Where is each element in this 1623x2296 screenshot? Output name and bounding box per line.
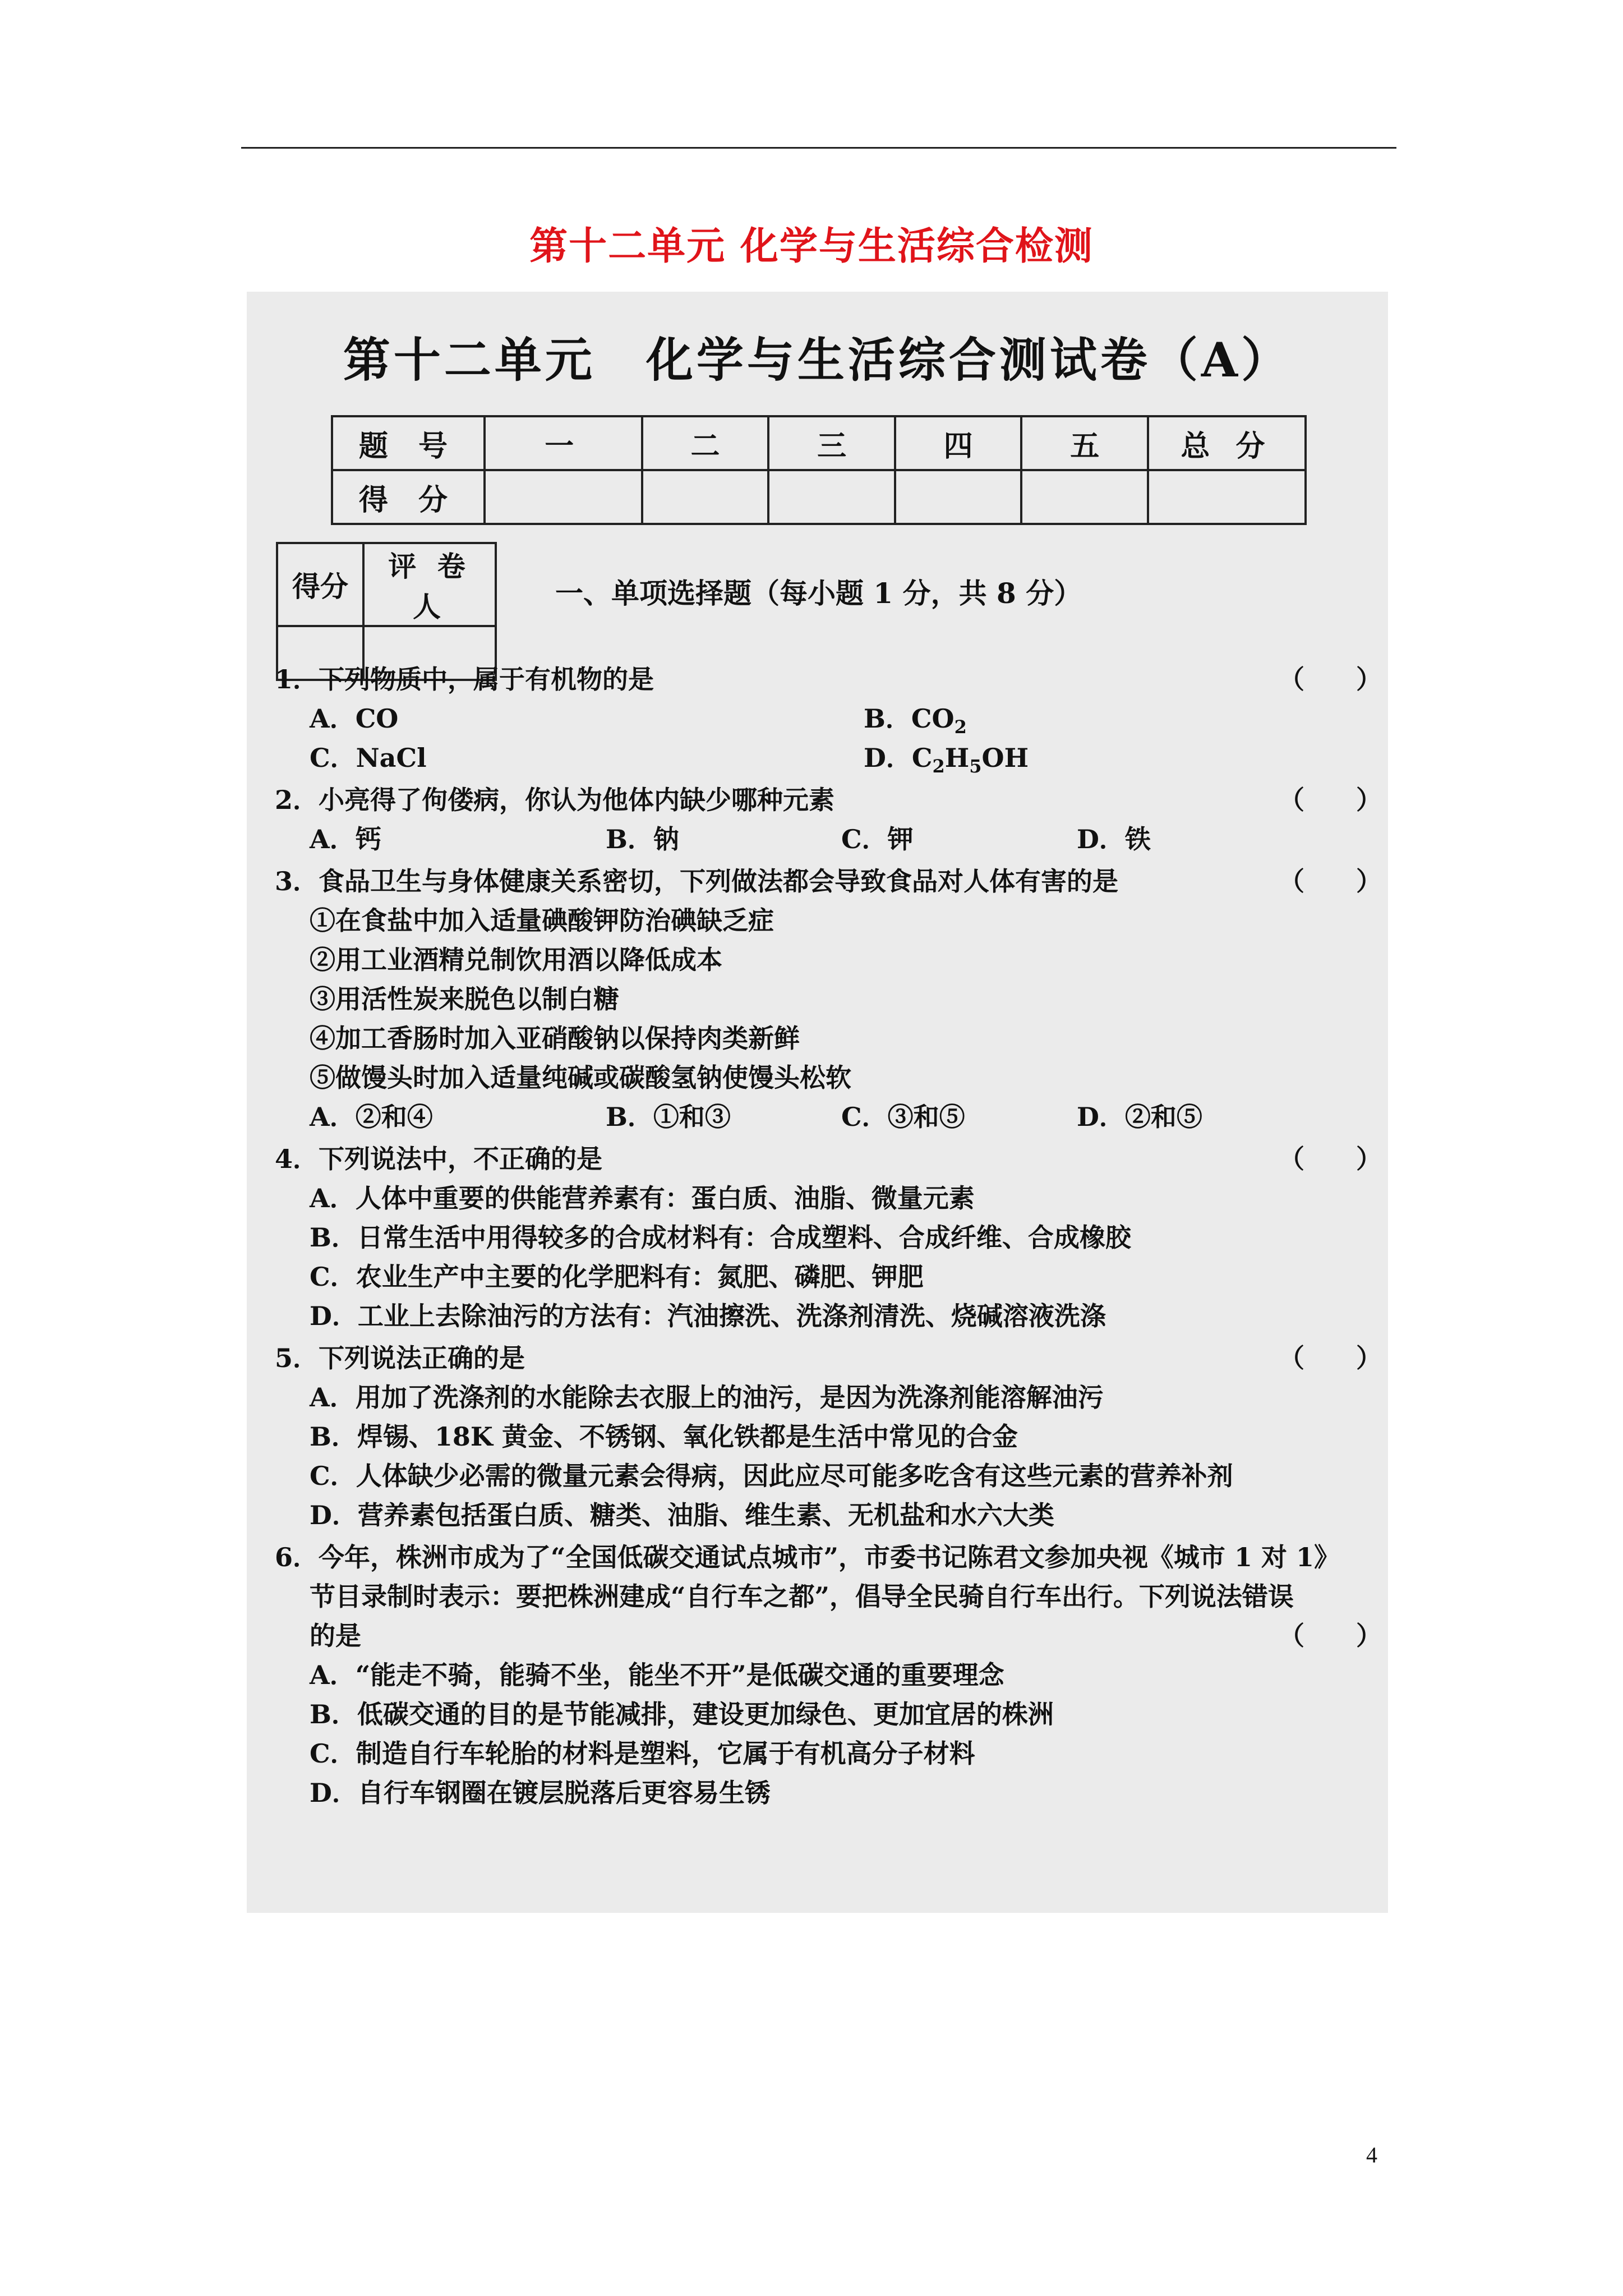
option-a: A．人体中重要的供能营养素有：蛋白质、油脂、微量元素	[310, 1183, 975, 1213]
statement-item: ④加工香肠时加入亚硝酸钠以保持肉类新鲜	[310, 1023, 800, 1053]
option-b: B．$CO_2$	[864, 703, 967, 738]
answer-paren[interactable]: （ ）	[1279, 1343, 1382, 1373]
page-number: 4	[1366, 2142, 1377, 2168]
score-cell: 总 分	[1148, 416, 1306, 470]
score-cell: 五	[1021, 416, 1148, 470]
option-c: C．农业生产中主要的化学肥料有：氮肥、磷肥、钾肥	[310, 1262, 924, 1292]
option-d: D．$C_2H_5OH$	[864, 743, 1029, 777]
option-c: C．③和⑤	[841, 1102, 965, 1132]
section-heading: 一、单项选择题（每小题 1 分，共 8 分）	[555, 577, 1082, 610]
option-b: B．①和③	[606, 1102, 731, 1132]
answer-paren[interactable]: （ ）	[1279, 785, 1382, 815]
statement-item: ②用工业酒精兑制饮用酒以降低成本	[310, 945, 722, 975]
option-a: A．用加了洗涤剂的水能除去衣服上的油污，是因为洗涤剂能溶解油污	[310, 1382, 1104, 1412]
question-6-stem-cont: 节目录制时表示：要把株洲建成“自行车之都”，倡导全民骑自行车出行。下列说法错误	[310, 1581, 1294, 1612]
answer-paren[interactable]: （ ）	[1279, 664, 1382, 694]
page-title: 第十二单元 化学与生活综合检测	[529, 224, 1094, 269]
score-table	[331, 415, 1307, 525]
option-b: B．低碳交通的目的是节能减排，建设更加绿色、更加宜居的株洲	[310, 1699, 1054, 1729]
score-blank[interactable]	[642, 470, 769, 524]
score-blank[interactable]	[895, 470, 1022, 524]
score-cell: 四	[895, 416, 1022, 470]
score-blank[interactable]	[485, 470, 642, 524]
scanned-exam	[247, 292, 1388, 1913]
option-d: D．营养素包括蛋白质、糖类、油脂、维生素、无机盐和水六大类	[310, 1500, 1054, 1530]
question-2-stem: 2．小亮得了佝偻病，你认为他体内缺少哪种元素	[275, 785, 835, 815]
option-d: D．铁	[1077, 824, 1151, 854]
question-6-stem-cont: 的是	[310, 1621, 361, 1651]
answer-paren[interactable]: （ ）	[1279, 1621, 1382, 1651]
answer-paren[interactable]: （ ）	[1279, 866, 1382, 896]
option-c: C．钾	[841, 824, 914, 854]
answer-paren[interactable]: （ ）	[1279, 1144, 1382, 1174]
statement-item: ⑤做馒头时加入适量纯碱或碳酸氢钠使馒头松软	[310, 1062, 851, 1093]
score-cell: 一	[485, 416, 642, 470]
score-cell: 二	[642, 416, 769, 470]
score-table-header-row	[332, 416, 1306, 470]
statement-item: ③用活性炭来脱色以制白糖	[310, 984, 619, 1014]
option-a: A．钙	[310, 824, 381, 854]
option-c: C．人体缺少必需的微量元素会得病，因此应尽可能多吃含有这些元素的营养补剂	[310, 1461, 1233, 1491]
question-1-stem: 1．下列物质中，属于有机物的是	[275, 664, 654, 694]
option-d: D．工业上去除油污的方法有：汽油擦洗、洗涤剂清洗、烧碱溶液洗涤	[310, 1301, 1106, 1331]
option-d: D．②和⑤	[1077, 1102, 1202, 1132]
question-4-stem: 4．下列说法中，不正确的是	[275, 1144, 603, 1174]
grader-cell: 评 卷 人	[363, 543, 496, 626]
option-b: B．日常生活中用得较多的合成材料有：合成塑料、合成纤维、合成橡胶	[310, 1222, 1131, 1253]
score-cell: 题 号	[332, 416, 485, 470]
option-d: D．自行车钢圈在镀层脱落后更容易生锈	[310, 1778, 771, 1808]
score-blank[interactable]	[1148, 470, 1306, 524]
score-table-score-row	[332, 470, 1306, 524]
option-b: B．焊锡、18K 黄金、不锈钢、氧化铁都是生活中常见的合金	[310, 1421, 1018, 1452]
question-3-stem: 3．食品卫生与身体健康关系密切，下列做法都会导致食品对人体有害的是	[275, 866, 1119, 896]
score-cell: 三	[768, 416, 895, 470]
score-blank[interactable]	[1021, 470, 1148, 524]
score-blank[interactable]	[768, 470, 895, 524]
option-c: C．NaCl	[310, 743, 427, 773]
header-rule	[241, 147, 1396, 149]
grader-cell: 得分	[277, 543, 363, 626]
question-5-stem: 5．下列说法正确的是	[275, 1343, 525, 1373]
score-cell: 得 分	[332, 470, 485, 524]
statement-item: ①在食盐中加入适量碘酸钾防治碘缺乏症	[310, 905, 774, 936]
question-6-stem: 6．今年，株洲市成为了“全国低碳交通试点城市”，市委书记陈君文参加央视《城市 1 对 1》	[275, 1542, 1340, 1572]
option-a: A．CO	[310, 703, 399, 734]
exam-title: 第十二单元 化学与生活综合测试卷（A）	[343, 332, 1292, 388]
option-a: A．“能走不骑，能骑不坐，能坐不开”是低碳交通的重要理念	[310, 1660, 1004, 1690]
option-b: B．钠	[606, 824, 679, 854]
option-a: A．②和④	[310, 1102, 433, 1132]
option-c: C．制造自行车轮胎的材料是塑料，它属于有机高分子材料	[310, 1738, 975, 1769]
